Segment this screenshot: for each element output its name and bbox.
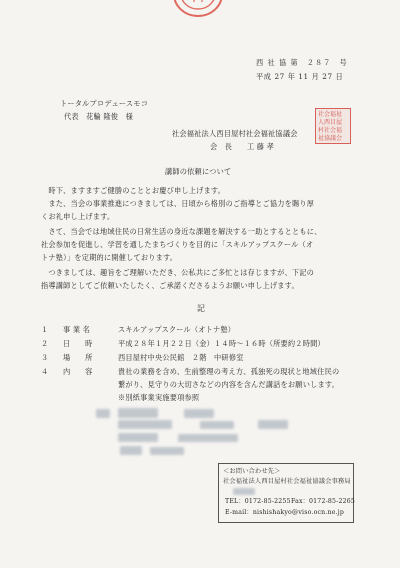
- item-label: 場 所: [63, 353, 93, 362]
- body-line: また、当会の事業推進につきましては、日頃から格別のご指導とご協力を賜り厚: [41, 199, 315, 208]
- item-note: ※別紙事業実施要項参照: [118, 393, 200, 402]
- contact-box: [218, 463, 354, 523]
- red-stamp-top: [172, 0, 224, 18]
- contact-organization: 社会福祉法人西目屋村社会福祉協議会事務局: [223, 478, 351, 485]
- body-line: つきましては、趣旨をご理解いただき、公私共にご多忙とは存じますが、下記の: [41, 268, 315, 277]
- item-label: 事 業 名: [63, 325, 91, 334]
- organization-seal: 社会福祉 人西目屋 村社会福 祉協議会: [315, 108, 351, 144]
- item-value-continued: 繋がり、見守りの大切さなどの内容を含んだ講話をお願いします。: [118, 380, 340, 389]
- item-value: 西目屋村中央公民館 ２階 中研修室: [118, 353, 244, 362]
- body-line: 時下、ますますご健勝のこととお慶び申し上げます。: [41, 186, 226, 195]
- item-number: ４: [41, 367, 49, 376]
- body-line: 指導講師としてご依頼いたしたく、ご承諾くださるようお願い申し上げます。: [41, 281, 299, 290]
- sender-organization: 社会福祉法人西目屋村社会福祉協議会: [172, 129, 298, 138]
- contact-fax: Fax：0172-85-2265: [291, 498, 355, 505]
- recipient-company: トータルプロデュースモコ: [60, 99, 149, 108]
- contact-tel: TEL：0172-85-2255: [225, 498, 291, 505]
- body-line: さて、当会では地域住民の日常生活の身近な課題を解決する一助とするとともに、: [41, 227, 322, 236]
- subject: 講師の依頼について: [165, 167, 232, 176]
- body-line: 社会参加を促進し、学習を通したまちづくりを目的に「スキルアップスクール（オ: [41, 240, 314, 249]
- item-value: 貴社の業務を含め、生前整理の考え方、孤独死の現状と地域住民の: [118, 367, 340, 376]
- sender-name: 会 長 工 藤 孝: [210, 142, 275, 151]
- document-number: 西 社 協 第 ２８７ 号: [256, 58, 348, 67]
- item-label: 日 時: [63, 339, 93, 348]
- item-number: １: [41, 325, 49, 334]
- item-number: ２: [41, 339, 49, 348]
- item-label: 内 容: [63, 367, 93, 376]
- item-number: ３: [41, 353, 49, 362]
- contact-email: E-mail：nishishakyo@viso.ocn.ne.jp: [225, 509, 345, 516]
- item-value: 平成２８年１月２２日（金）１４時～１６時（所要約２時間）: [118, 339, 325, 348]
- body-line: トナ塾）」を定期的に開催しております。: [41, 253, 178, 262]
- body-line: くお礼申し上げます。: [41, 212, 115, 221]
- contact-header: ＜お問い合わせ先＞: [223, 468, 281, 475]
- document-date: 平成 27 年 11 月 27 日: [256, 72, 344, 81]
- recipient-name: 代表 花輪 隆俊 様: [64, 112, 133, 121]
- ki-heading: 記: [197, 304, 206, 313]
- item-value: スキルアップスクール（オトナ塾）: [118, 325, 236, 334]
